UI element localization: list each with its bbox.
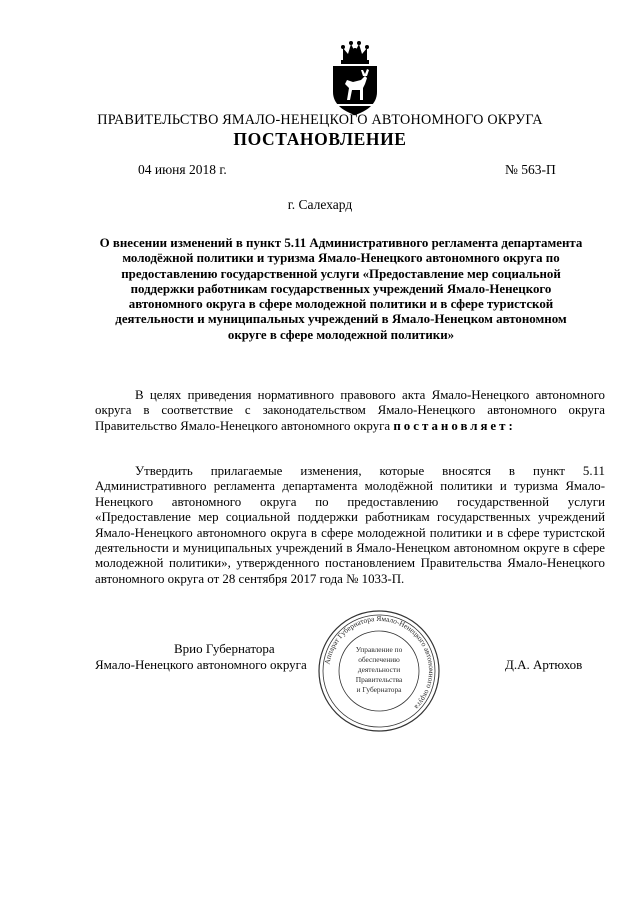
document-title: О внесении изменений в пункт 5.11 Административного регламента департамента молодёжной политики и туризма Ямало-Ненецкого автономного округа по предоставлению государственной услуги «Предоставление мер социальной поддержки работникам государственных учреждений Ямало-Ненецкого автономного округа в сфере молодежной политики и в сфере туристской деятельности и муниципальных учреждений в Ямало-Ненецком автономном округе в сфере молодежной политики»: [99, 236, 583, 342]
seal-line-3: деятельности: [357, 665, 401, 674]
signer-name: Д.А. Артюхов: [505, 657, 583, 672]
signer-position-line1: Врио Губернатора: [174, 641, 275, 656]
document-city: г. Салехард: [287, 197, 353, 212]
seal-ring-path: Аппарат Губернатора Ямало-Ненецкого автономного округа: [322, 613, 437, 712]
document-type: ПОСТАНОВЛЕНИЕ: [233, 129, 407, 149]
preamble-text: В целях приведения нормативного правового акта Ямало-Ненецкого автономного округа в соответствие с законодательством Ямало-Ненецкого автономного округа Правительство Ямало-Ненецкого автономного округа: [95, 388, 605, 433]
seal-line-5: и Губернатора: [356, 685, 402, 694]
government-name: ПРАВИТЕЛЬСТВО ЯМАЛО-НЕНЕЦКОГО АВТОНОМНОГО ОКРУГА: [97, 112, 543, 128]
operative-paragraph: [95, 464, 605, 587]
official-seal-icon: [316, 608, 442, 734]
seal-line-4: Правительства: [355, 675, 403, 684]
document-number: № 563-П: [505, 162, 556, 177]
resolves-word: постановляет:: [393, 418, 516, 433]
document-date: 04 июня 2018 г.: [138, 162, 227, 177]
preamble-paragraph: [95, 388, 605, 434]
operative-text: Утвердить прилагаемые изменения, которые вносятся в пункт 5.11 Административного регламента департамента молодёжной политики и туризма Ямало-Ненецкого автономного округа по предоставлению государственной услуги «Предоставление мер социальной поддержки работникам государственных учреждений Ямало-Ненецкого автономного округа в сфере молодежной политики и в сфере туристской деятельности и муниципальных учреждений в Ямало-Ненецком автономном округе в сфере молодежной политики», утвержденного постановлением Правительства Ямало-Ненецкого автономного округа от 28 сентября 2017 года № 1033-П.: [95, 464, 605, 586]
signer-position-line2: Ямало-Ненецкого автономного округа: [95, 657, 307, 672]
seal-line-1: Управление по: [355, 645, 403, 654]
yamal-emblem-icon: [325, 40, 385, 116]
seal-line-2: обеспечению: [358, 655, 400, 664]
